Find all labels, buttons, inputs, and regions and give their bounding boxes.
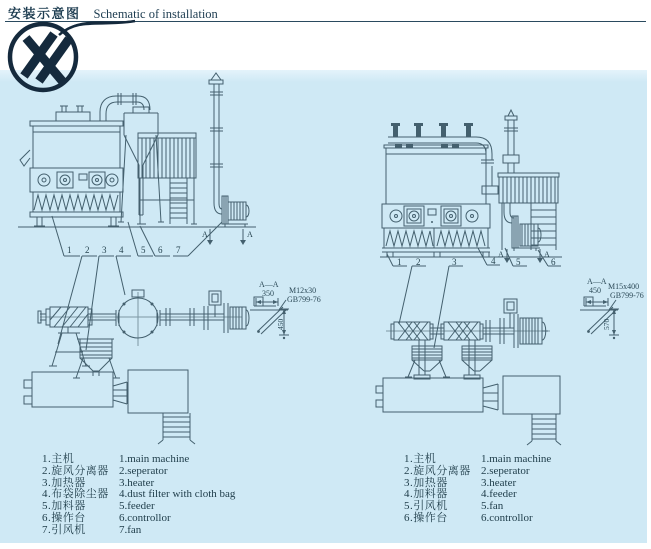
detail-bolt-spec: M12x30 [289,286,317,295]
legend-row [42,466,235,478]
double-x-monogram-logo-icon [3,11,143,93]
legend-row [404,513,551,525]
legend-en: 1.main machine [481,453,552,465]
legend-cn: 3.加热器 [404,476,448,489]
detail-width-dim: 450 [589,286,601,295]
legend-en: 7.fan [119,523,142,536]
detail-height-dim: 570 [602,318,611,330]
left-plan-drawing [24,290,249,444]
right-detail-drawing [580,297,619,339]
legend-cn: 2.旋风分离器 [404,464,471,477]
legend-row [42,513,235,525]
legend-cn: 6.操作台 [404,511,448,524]
legend-cn: 5.加料器 [42,500,86,513]
legend-en: 6.controllor [119,511,171,524]
legend-en: 2.seperator [119,464,168,477]
legend-row [404,466,551,478]
legend-en: 1.main machine [119,453,190,465]
part-label: 4 [491,256,496,266]
part-label: 5 [141,245,146,255]
left-leader-lines [52,216,222,350]
section-mark-label: A [498,250,504,259]
part-label: 1 [67,245,72,255]
legend-en: 3.heater [119,476,155,489]
right-elevation-drawing [380,110,562,257]
detail-section-title: A—A [587,277,607,286]
legend-en: 4.dust filter with cloth bag [119,488,236,501]
detail-height-dim: 450 [276,318,285,330]
page-title-cn: 安装示意图 [8,6,81,21]
right-plan-drawing [376,299,561,445]
detail-standard: GB799-76 [610,291,644,300]
section-mark-label: A [247,230,253,239]
legend-row [42,525,235,537]
part-label: 6 [551,257,556,267]
part-label: 7 [176,245,181,255]
page-title-en: Schematic of installation [93,7,218,21]
legend-cn: 1.主机 [404,453,437,465]
detail-bolt-spec: M15x400 [608,282,640,291]
section-mark-label: A [202,230,208,239]
part-label: 2 [85,245,90,255]
legend-en: 3.heater [481,476,517,489]
legend-cn: 3.加热器 [42,476,86,489]
legend-cn: 4.加料器 [404,488,448,501]
legend-en: 5.feeder [119,500,155,513]
part-label: 6 [158,245,163,255]
part-label: 2 [416,257,421,267]
legend-cn: 2.旋风分离器 [42,464,109,477]
part-label: 3 [452,257,457,267]
detail-section-title: A—A [259,280,279,289]
legend-cn: 5.引风机 [404,500,448,513]
legend-en: 5.fan [481,500,504,513]
right-section-marks [504,249,543,263]
legend-cn: 7.引风机 [42,523,86,536]
left-elevation-drawing [18,73,256,227]
legend-en: 6.controllor [481,511,533,524]
right-legend [404,454,551,525]
legend-cn: 6.操作台 [42,511,86,524]
part-label: 3 [102,245,107,255]
detail-width-dim: 350 [262,289,274,298]
part-label: 4 [119,245,124,255]
detail-standard: GB799-76 [287,295,321,304]
legend-en: 4.feeder [481,488,517,501]
left-legend [42,454,235,537]
part-label: 5 [516,257,521,267]
section-mark-label: A [544,250,550,259]
legend-cn: 4.布袋除尘器 [42,488,109,501]
part-label: 1 [397,257,402,267]
legend-cn: 1.主机 [42,453,75,465]
legend-en: 2.seperator [481,464,530,477]
